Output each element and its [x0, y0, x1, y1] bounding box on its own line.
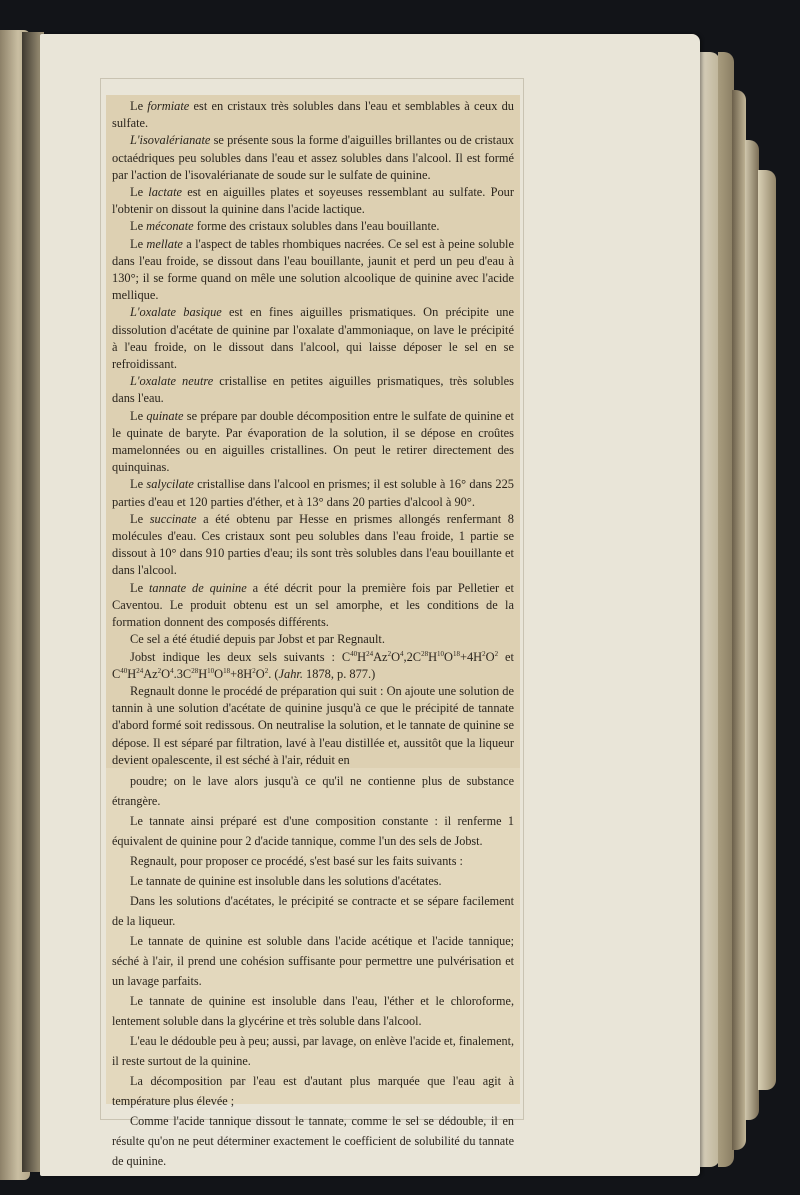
- text-run: Jobst indique les deux sels suivants : C: [130, 649, 351, 664]
- paragraph: [112, 811, 514, 851]
- text-run: et C: [112, 649, 514, 681]
- italic-term: succinate: [149, 511, 197, 526]
- text-run: Le: [130, 408, 147, 423]
- text-run: Le: [130, 185, 149, 200]
- text-run: O: [161, 666, 171, 681]
- text-run: Ce sel a été étudié depuis par Jobst et par Regnault.: [130, 632, 385, 647]
- formula-superscript: 18: [223, 666, 231, 675]
- paragraph: [112, 373, 514, 407]
- paragraph: [112, 304, 514, 373]
- formula-superscript: 2: [482, 649, 486, 658]
- page-stack-edge: [732, 90, 746, 1150]
- text-run: est en cristaux très solubles dans l'eau et semblables à ceux du sulfate.: [112, 99, 515, 131]
- italic-term: salycilate: [146, 477, 194, 492]
- text-run: a l'aspect de tables rhombiques nacrées. Ce sel est à peine soluble dans l'eau froide, se dissout dans l'eau bouillante, jaunit et perd un peu d'eau à 130°; il se forme quand on mêle une solution alcoolique de quinine avec l'acide mellique.: [112, 236, 514, 303]
- paragraph: [112, 931, 514, 991]
- text-run: Le: [130, 580, 149, 595]
- formula-superscript: 24: [366, 649, 374, 658]
- formula-superscript: 40: [350, 649, 358, 658]
- paragraph: [112, 98, 514, 132]
- text-run: .3C: [173, 666, 192, 681]
- formula-superscript: 2: [264, 666, 269, 675]
- italic-term: quinate: [146, 408, 184, 423]
- paragraph: [112, 771, 514, 811]
- text-run: H: [127, 666, 137, 681]
- text-run: Az: [373, 649, 388, 664]
- formula-superscript: 28: [421, 649, 429, 658]
- paragraph: [112, 649, 514, 683]
- text-run: O: [391, 649, 401, 664]
- paragraph: [112, 631, 514, 648]
- paragraph: [112, 1111, 514, 1171]
- text-run: Le: [130, 511, 150, 526]
- paragraph: [112, 476, 514, 510]
- formula-superscript: 2: [494, 649, 499, 658]
- formula-superscript: 2: [252, 666, 256, 675]
- text-run: Az: [143, 666, 158, 681]
- text-run: O: [485, 649, 495, 664]
- text-run: ,2C: [403, 649, 422, 664]
- page-stack-edge: [758, 170, 776, 1090]
- paragraph: [112, 871, 514, 891]
- italic-term: L'oxalate neutre: [130, 374, 214, 389]
- italic-term: formiate: [147, 99, 190, 113]
- text-run: cristallise dans l'alcool en prismes; il est soluble à 16° dans 225 parties d'eau et 120 parties d'éther, et à 13° dans 20 parties d'alcool à 90°.: [112, 477, 514, 509]
- page-stack-edge: [745, 140, 759, 1120]
- italic-term: méconate: [146, 219, 194, 234]
- italic-term: mellate: [146, 236, 183, 251]
- text-run: +4H: [459, 649, 483, 664]
- paragraph: [112, 236, 514, 305]
- text-run: O: [444, 649, 453, 664]
- formula-superscript: 28: [191, 666, 199, 675]
- text-run: poudre; on le lave alors jusqu'à ce qu'il ne contienne plus de substance étrangère.: [112, 774, 514, 808]
- text-run: Le tannate ainsi préparé est d'une composition constante : il renferme 1 équivalent de quinine pour 2 d'acide tannique, comme l'un des sels de Jobst.: [112, 814, 514, 848]
- text-run: La décomposition par l'eau est d'autant plus marquée que l'eau agit à température plus élevée ;: [112, 1074, 514, 1108]
- italic-term: L'oxalate basique: [130, 305, 222, 320]
- text-run: O: [214, 666, 224, 681]
- text-run: se prépare par double décomposition entre le sulfate de quinine et le quinate de baryte. Par évaporation de la solution, il se dépose en croûtes mamelonnées ou en aiguilles cristallines. On peut le retirer directement des quinquinas.: [112, 408, 514, 475]
- formula-superscript: 18: [452, 649, 460, 658]
- text-run: . (: [268, 666, 279, 681]
- paragraph: [112, 1071, 514, 1111]
- text-run: Regnault, pour proposer ce procédé, s'est basé sur les faits suivants :: [130, 854, 463, 868]
- text-run: Le tannate de quinine est insoluble dans l'eau, l'éther et le chloroforme, lentement soluble dans la glycérine et très soluble dans l'alcool.: [112, 994, 514, 1028]
- formula-superscript: 4: [400, 649, 404, 658]
- formula-superscript: 4: [170, 666, 174, 675]
- newspaper-clipping-lower: [106, 768, 520, 1168]
- paragraph: [112, 891, 514, 931]
- text-run: cristallise en petites aiguilles prismatiques, très solubles dans l'eau.: [112, 374, 515, 406]
- text-run: est en aiguilles plates et soyeuses ressemblant au sulfate. Pour l'obtenir on dissout la quinine dans l'acide lactique.: [112, 185, 514, 217]
- text-run: Dans les solutions d'acétates, le précipité se contracte et se sépare facilement de la liqueur.: [112, 894, 514, 928]
- paragraph: [112, 1031, 514, 1071]
- paragraph: [112, 511, 514, 580]
- text-run: H: [198, 666, 208, 681]
- formula-superscript: 24: [136, 666, 144, 675]
- text-run: 1878, p. 877.): [302, 666, 376, 681]
- text-run: H: [428, 649, 438, 664]
- text-run: Le: [130, 99, 148, 113]
- text-run: Le: [130, 477, 147, 492]
- paragraph: [112, 218, 514, 235]
- paragraph: [112, 851, 514, 871]
- italic-term: lactate: [148, 185, 183, 200]
- text-run: est en fines aiguilles prismatiques. On précipite une dissolution d'acétate de quinine par l'oxalate d'ammoniaque, on lave le précipité à l'eau froide, on le dissout dans l'alcool, qui laisse déposer le sel en se refroidissant.: [112, 305, 514, 372]
- paragraph: [112, 683, 514, 769]
- formula-superscript: 2: [157, 666, 162, 675]
- newspaper-clipping-upper: [106, 95, 520, 769]
- italic-term: tannate de quinine: [148, 580, 247, 595]
- text-run: a été obtenu par Hesse en prismes allongés renfermant 8 molécules d'eau. Ces cristaux sont peu solubles dans l'eau froide, 1 partie se dissout à 10° dans 910 parties d'eau; ils sont très solubles dans l'eau bouillante et dans l'alcool.: [112, 511, 514, 578]
- text-run: Regnault donne le procédé de préparation qui suit : On ajoute une solution de tannin à une solution d'acétate de quinine jusqu'à ce que le précipité de tannate d'abord formé soit redissous. On neutralise la solution, et le tannate de quinine se dépose. Il est séparé par filtration, lavé à l'eau distillée et, aussitôt que la liqueur devient opalescente, il est séché à l'air, réduit en: [112, 683, 514, 767]
- formula-superscript: 40: [120, 666, 128, 675]
- formula-superscript: 10: [207, 666, 215, 675]
- text-run: a été décrit pour la première fois par Pelletier et Caventou. Le produit obtenu est un sel amorphe, et les conditions de la formation donnent des composés différents.: [112, 580, 514, 630]
- text-run: L'eau le dédouble peu à peu; aussi, par lavage, on enlève l'acide et, finalement, il reste surtout de la quinine.: [112, 1034, 514, 1068]
- text-run: +8H: [230, 666, 253, 681]
- text-run: Le tannate de quinine est insoluble dans les solutions d'acétates.: [130, 874, 442, 888]
- text-run: Le: [130, 219, 147, 234]
- italic-term: L'isovalérianate: [130, 133, 211, 148]
- text-run: H: [357, 649, 367, 664]
- paragraph: [112, 132, 514, 184]
- paragraph: [112, 184, 514, 218]
- text-run: Comme l'acide tannique dissout le tannate, comme le sel se dédouble, il en résulte qu'on ne peut déterminer exactement le coefficient de solubilité du tannate de quinine.: [112, 1114, 514, 1168]
- page-stack-edge: [700, 52, 720, 1167]
- text-run: se présente sous la forme d'aiguilles brillantes ou de cristaux octaédriques peu solubles dans l'eau et assez solubles dans l'alcool. Il est formé par l'action de l'isovalérianate de soude sur le sulfate de quinine.: [112, 133, 514, 182]
- text-run: Le: [130, 236, 147, 251]
- italic-term: Jahr.: [278, 666, 303, 681]
- text-run: Le tannate de quinine est soluble dans l'acide acétique et l'acide tannique; séché à l'air, il prend une cohésion suffisante pour permettre une pulvérisation et un lavage parfaits.: [112, 934, 514, 988]
- text-run: forme des cristaux solubles dans l'eau bouillante.: [193, 219, 440, 234]
- formula-superscript: 10: [437, 649, 445, 658]
- formula-superscript: 2: [387, 649, 392, 658]
- paragraph: [112, 580, 514, 632]
- paragraph: [112, 408, 514, 477]
- text-run: O: [255, 666, 265, 681]
- paragraph: [112, 991, 514, 1031]
